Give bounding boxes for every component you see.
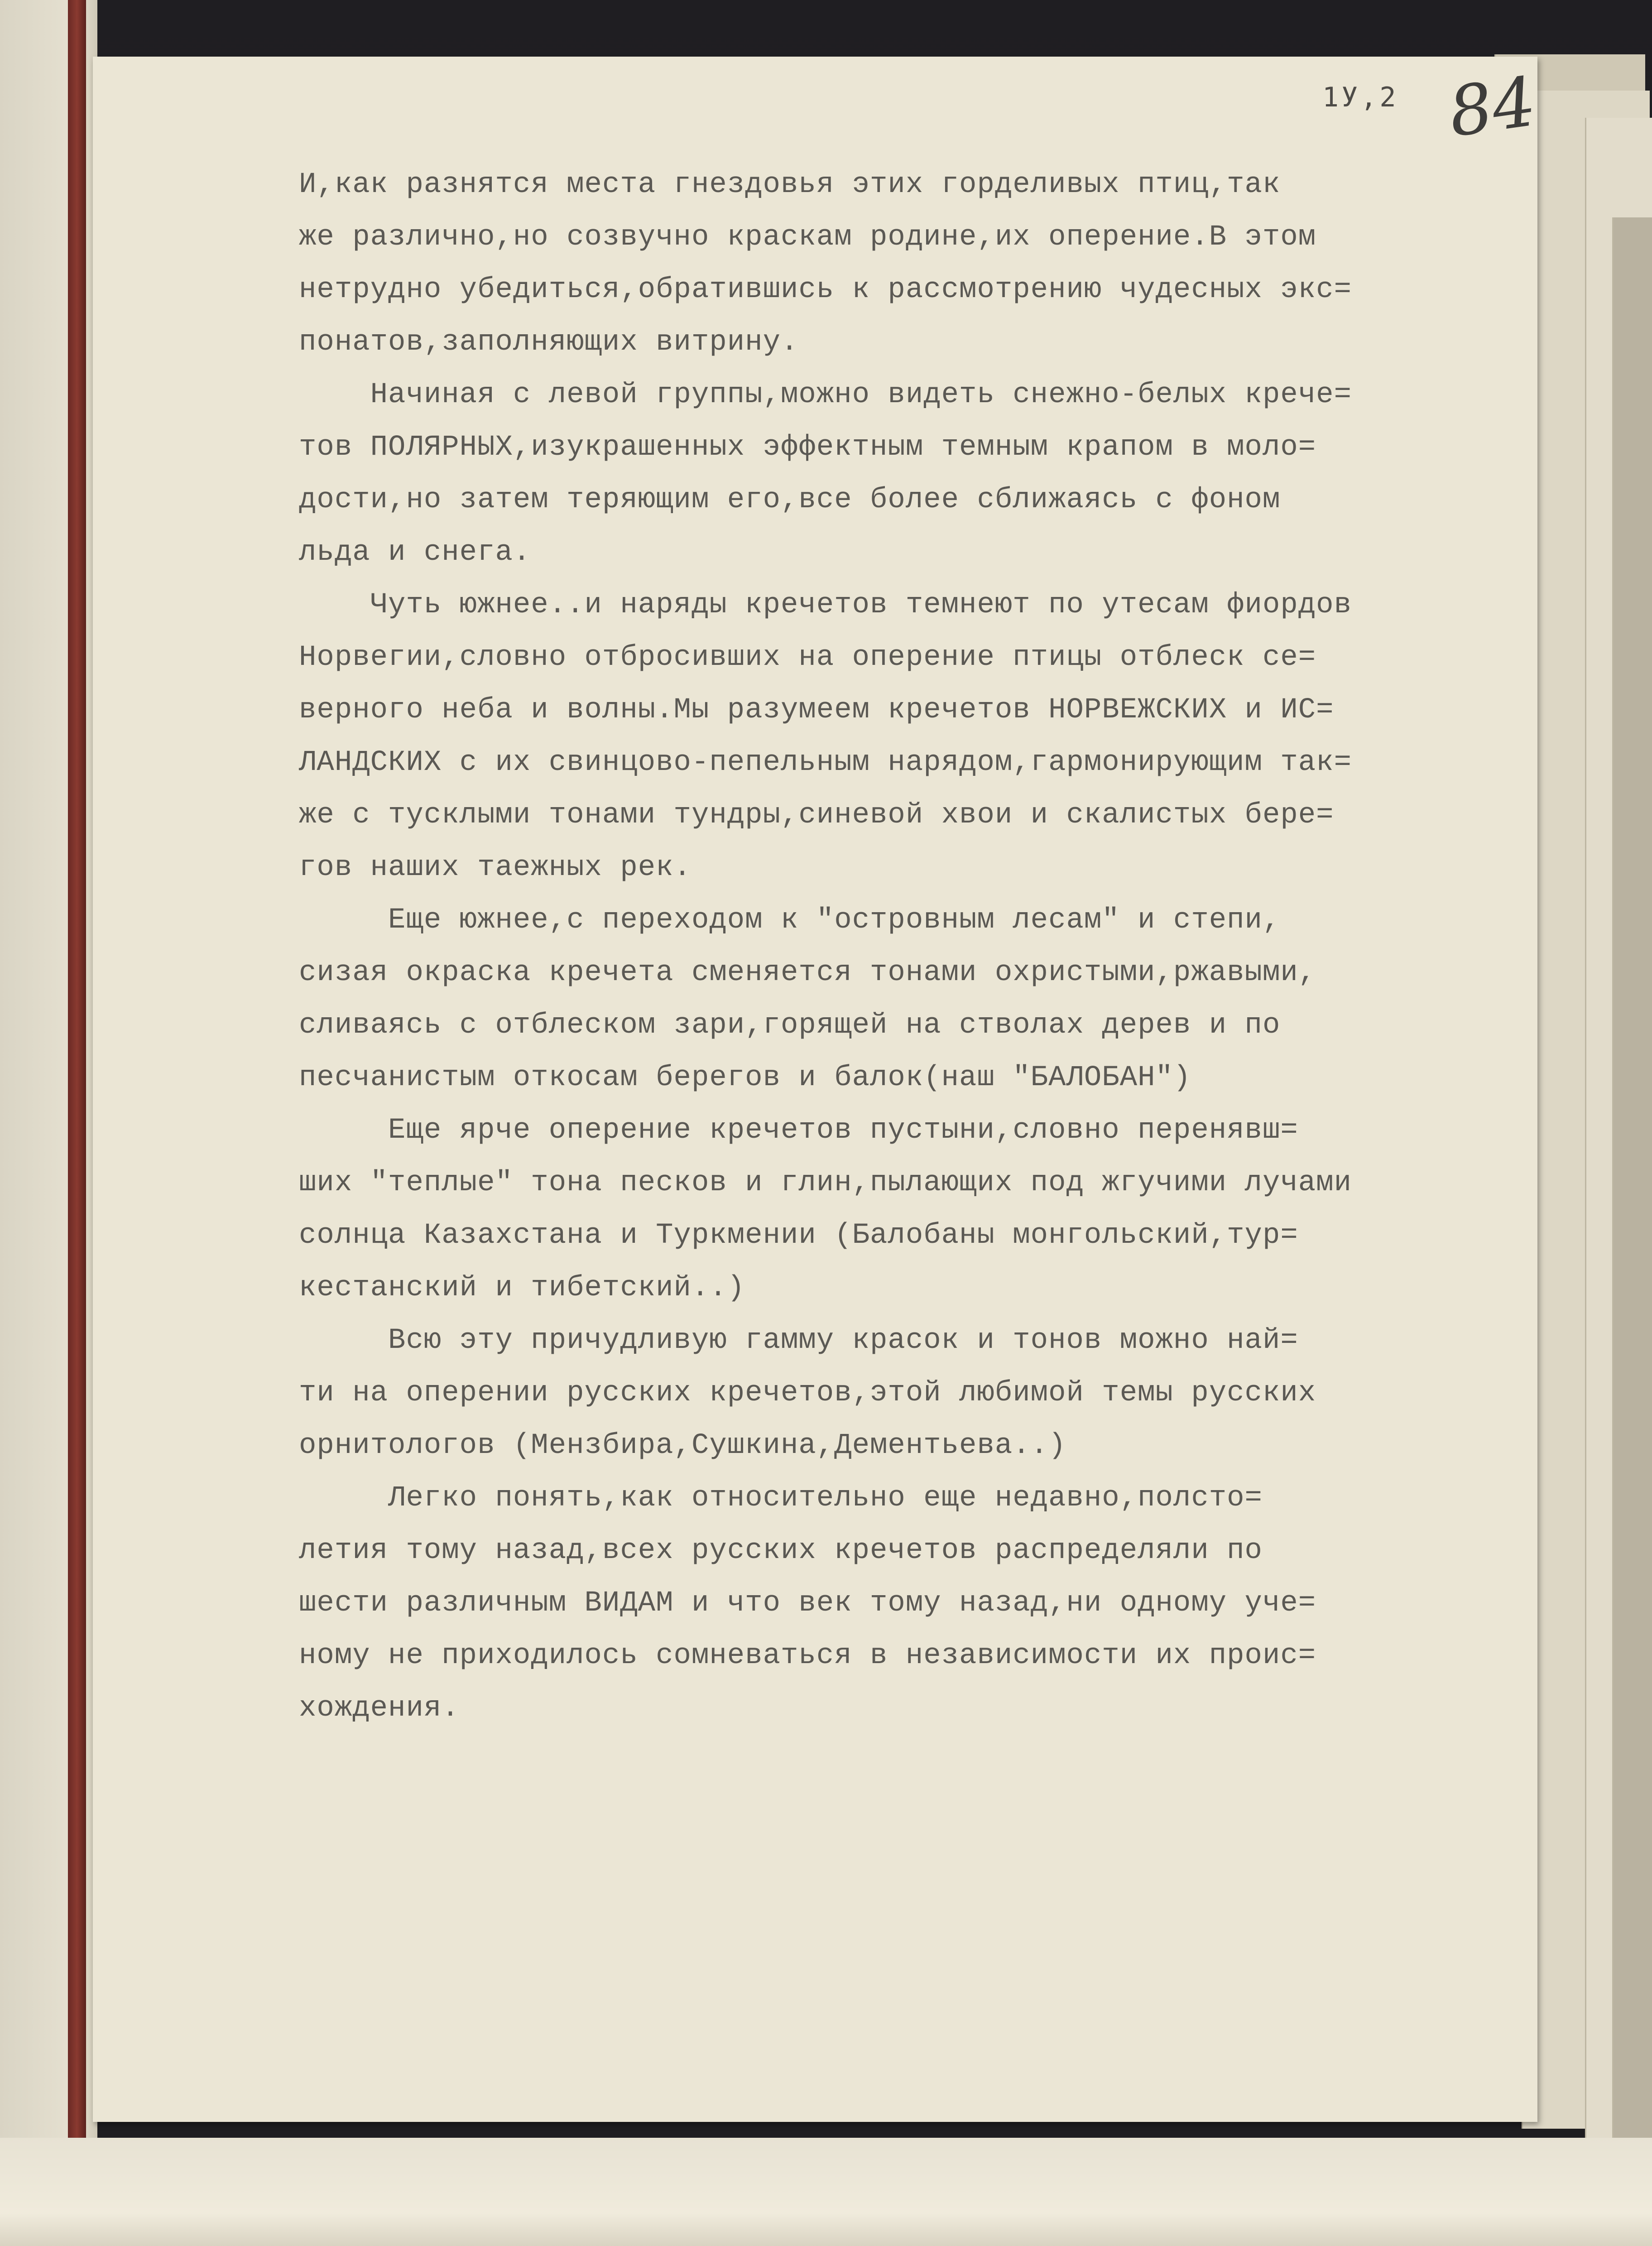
text-line: сливаясь с отблеском зари,горящей на стволах дерев и по [299, 1009, 1281, 1042]
text-line: нетрудно убедиться,обратившись к рассмотрению чудесных экс= [299, 274, 1352, 306]
text-line: солнца Казахстана и Туркмении (Балобаны монгольский,тур= [299, 1219, 1298, 1252]
text-line: дости,но затем теряющим его,все более сближаясь с фоном [299, 484, 1281, 516]
text-line: орнитологов (Мензбира,Сушкина,Дементьева..) [299, 1429, 1066, 1462]
text-line: кестанский и тибетский..) [299, 1272, 745, 1304]
text-line: тов ПОЛЯРНЫХ,изукрашенных эффектным темным крапом в моло= [299, 431, 1316, 464]
page-stack-edge [1612, 217, 1652, 2165]
text-line: И,как разнятся места гнездовья этих горделивых птиц,так [299, 168, 1281, 201]
text-line: Еще ярче оперение кречетов пустыни,словно перенявш= [299, 1114, 1298, 1147]
text-line: летия тому назад,всех русских кречетов распределяли по [299, 1534, 1263, 1567]
text-line: шести различным ВИДАМ и что век тому назад,ни одному уче= [299, 1587, 1316, 1620]
text-line: же различно,но созвучно краскам родине,их оперение.В этом [299, 221, 1316, 254]
folder-binding [68, 0, 86, 2174]
text-line: хождения. [299, 1692, 460, 1725]
text-line: же с тусклыми тонами тундры,синевой хвои и скалистых бере= [299, 799, 1334, 832]
text-line: льда и снега. [299, 536, 531, 569]
text-line: Чуть южнее..и наряды кречетов темнеют по утесам фиордов [299, 589, 1352, 621]
text-line: Норвегии,словно отбросивших на оперение птицы отблеск се= [299, 641, 1316, 674]
text-line: ти на оперении русских кречетов,этой любимой темы русских [299, 1377, 1316, 1409]
text-line: гов наших таежных рек. [299, 851, 692, 884]
text-line: ному не приходилось сомневаться в независимости их проис= [299, 1640, 1316, 1672]
text-line: Еще южнее,с переходом к "островным лесам" и степи, [299, 904, 1281, 937]
text-line: верного неба и волны.Мы разумеем кречетов НОРВЕЖСКИХ и ИС= [299, 694, 1334, 726]
text-line: песчанистым откосам берегов и балок(наш "БАЛОБАН") [299, 1062, 1191, 1094]
text-line: понатов,заполняющих витрину. [299, 326, 799, 359]
text-line: Легко понять,как относительно еще недавно,полсто= [299, 1482, 1263, 1515]
underlying-page [0, 2138, 1652, 2246]
handwritten-archive-number: 84 [1444, 62, 1541, 153]
typed-text-block [299, 159, 1522, 1735]
text-line: Всю эту причудливую гамму красок и тонов можно най= [299, 1324, 1298, 1357]
page-number: 1У,2 [1322, 82, 1399, 113]
text-line: ЛАНДСКИХ с их свинцово-пепельным нарядом,гармонирующим так= [299, 746, 1352, 779]
text-line: ших "теплые" тона песков и глин,пылающих под жгучими лучами [299, 1167, 1352, 1199]
text-line: сизая окраска кречета сменяется тонами охристыми,ржавыми, [299, 957, 1316, 989]
text-line: Начиная с левой группы,можно видеть снежно-белых крече= [299, 379, 1352, 411]
